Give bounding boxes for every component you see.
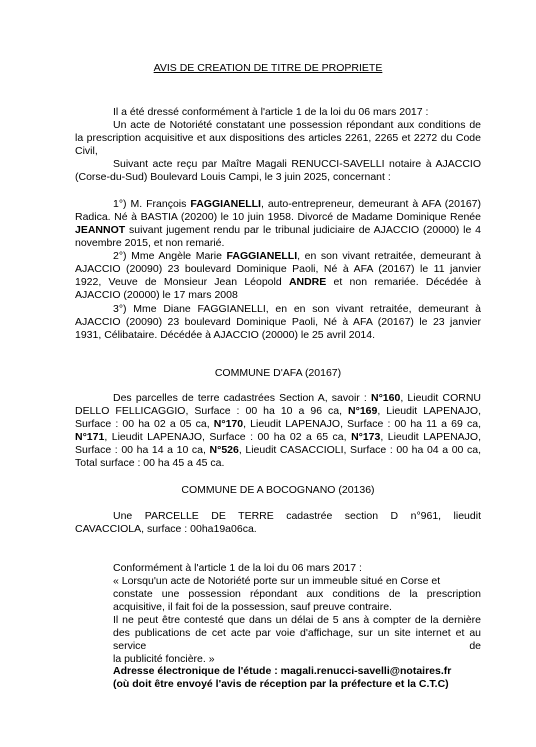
parcel-text: , Lieudit CORNU	[400, 392, 481, 404]
intro-line: Un acte de Notoriété constatant une possession répondant aux conditions de	[113, 119, 481, 131]
parcel-text: Surface : 00 ha 02 a 05 ca,	[75, 418, 214, 430]
parcel-text: , Lieudit LAPENAJO,	[377, 405, 481, 417]
footer-block	[75, 665, 481, 691]
person-line	[75, 276, 481, 289]
parcel-text: , Lieudit LAPENAJO, Surface : 00 ha 02 a 65 ca,	[104, 431, 352, 443]
person-text: et non remariée. Décédée à	[326, 276, 481, 288]
law-line: des publications de cet acte par voie d'affichage, sur un site internet et au service de	[113, 627, 481, 652]
person-text: , en son vivant retraitée, demeurant à	[297, 250, 481, 262]
law-line: constate une possession répondant aux conditions de la prescription	[113, 588, 481, 600]
person-surname: FAGGIANELLI	[226, 250, 298, 262]
contact-note-line: (où doit être envoyé l'avis de réception par la préfecture et la C.T.C)	[113, 678, 449, 690]
commune-bocognano-section	[75, 484, 481, 497]
parcel-line	[75, 444, 481, 457]
person-surname: JEANNOT	[75, 224, 126, 236]
page-title: AVIS DE CREATION DE TITRE DE PROPRIETE	[153, 62, 383, 74]
person-text: suivant jugement rendu par le tribunal judiciaire de AJACCIO (20000) le 4	[125, 224, 481, 236]
person-2-block	[75, 250, 481, 302]
law-line: Il ne peut être contesté que dans un délai de 5 ans à compter de la dernière	[113, 614, 481, 626]
person-line: Radica. Né à BASTIA (20200) le 10 juin 1958. Divorcé de Madame Dominique Renée	[75, 211, 481, 223]
parcel-line	[75, 431, 481, 444]
parcel-number: N°173	[351, 431, 381, 443]
intro-line: (Corse-du-Sud) Boulevard Louis Campi, le 3 juin 2025, concernant :	[75, 171, 391, 183]
parcel-text: , Lieudit CASACCIOLI, Surface : 00 ha 04 a 00 ca,	[238, 444, 481, 456]
person-line: 3°) Mme Diane FAGGIANELLI, en en son vivant retraitée, demeurant à	[113, 303, 481, 315]
person-line: AJACCIO (20090) 23 boulevard Dominique Paoli, Né à AFA (20167) le 23 janvier	[75, 316, 481, 328]
commune-afa-parcels	[75, 392, 481, 470]
person-surname: ANDRE	[288, 276, 327, 288]
person-1-block	[75, 198, 481, 250]
parcel-line: Une PARCELLE DE TERRE cadastrée section D n°961, lieudit	[113, 510, 481, 522]
person-line	[75, 198, 481, 211]
person-text: 1922, Veuve de Monsieur Jean Léopold	[75, 276, 289, 288]
intro-block	[75, 106, 481, 184]
parcel-number: N°169	[348, 405, 378, 417]
parcel-text: DELLO FELLICAGGIO, Surface : 00 ha 10 a 96 ca,	[75, 405, 349, 417]
law-line: la publicité foncière. »	[113, 653, 215, 665]
parcel-text: , Lieudit LAPENAJO,	[380, 431, 481, 443]
law-line: acquisitive, il fait foi de la possession, sauf preuve contraire.	[113, 601, 392, 613]
parcel-total: Total surface : 00 ha 45 a 45 ca.	[75, 457, 225, 469]
parcel-line	[75, 405, 481, 418]
parcel-number: N°170	[213, 418, 244, 430]
commune-heading: COMMUNE D'AFA (20167)	[214, 367, 342, 379]
person-line: AJACCIO (20000) le 17 mars 2008	[75, 289, 238, 301]
intro-line: Il a été dressé conformément à l'article 1 de la loi du 06 mars 2017 :	[113, 106, 429, 118]
parcel-line	[75, 392, 481, 405]
person-surname: FAGGIANELLI	[190, 198, 261, 210]
parcel-number: N°171	[75, 431, 105, 443]
intro-line: Civil,	[75, 145, 98, 157]
parcel-number: N°160	[371, 392, 401, 404]
intro-line: la prescription acquisitive et aux dispositions des articles 2261, 2265 et 2272 du Code	[75, 132, 481, 144]
commune-heading: COMMUNE DE A BOCOGNANO (20136)	[181, 484, 375, 496]
parcel-line: CAVACCIOLA, surface : 00ha19a06ca.	[75, 523, 257, 535]
parcel-text: , Lieudit LAPENAJO, Surface : 00 ha 11 a 69 ca,	[243, 418, 481, 430]
person-text: 2°) Mme Angèle Marie	[113, 250, 227, 262]
contact-email-line: Adresse électronique de l'étude : magali.renucci-savelli@notaires.fr	[113, 665, 452, 677]
person-text: , auto-entrepreneur, demeurant à AFA (20167)	[260, 198, 481, 210]
person-line	[75, 224, 481, 237]
person-text: 1°) M. François	[113, 198, 191, 210]
commune-afa-section	[75, 367, 481, 380]
person-line: 1931, Célibataire. Décédée à AJACCIO (20000) le 25 avril 2014.	[75, 329, 376, 341]
person-line: AJACCIO (20090) 23 boulevard Dominique Paoli, Né à AFA (20167) le 11 janvier	[75, 263, 481, 275]
parcel-text: Surface : 00 ha 14 a 10 ca,	[75, 444, 210, 456]
person-line	[75, 250, 481, 263]
parcel-text: Des parcelles de terre cadastrées Section A, savoir :	[113, 392, 372, 404]
person-3-block	[75, 303, 481, 342]
parcel-line	[75, 418, 481, 431]
commune-bocognano-parcels	[75, 510, 481, 536]
law-line: « Lorsqu'un acte de Notoriété porte sur un immeuble situé en Corse et	[113, 575, 441, 587]
intro-line: Suivant acte reçu par Maître Magali RENUCCI-SAVELLI notaire à AJACCIO	[113, 158, 481, 170]
law-block	[75, 562, 481, 666]
person-line: novembre 2015, et non remarié.	[75, 237, 225, 249]
law-line: Conformément à l'article 1 de la loi du 06 mars 2017 :	[113, 562, 362, 574]
parcel-number: N°526	[209, 444, 239, 456]
